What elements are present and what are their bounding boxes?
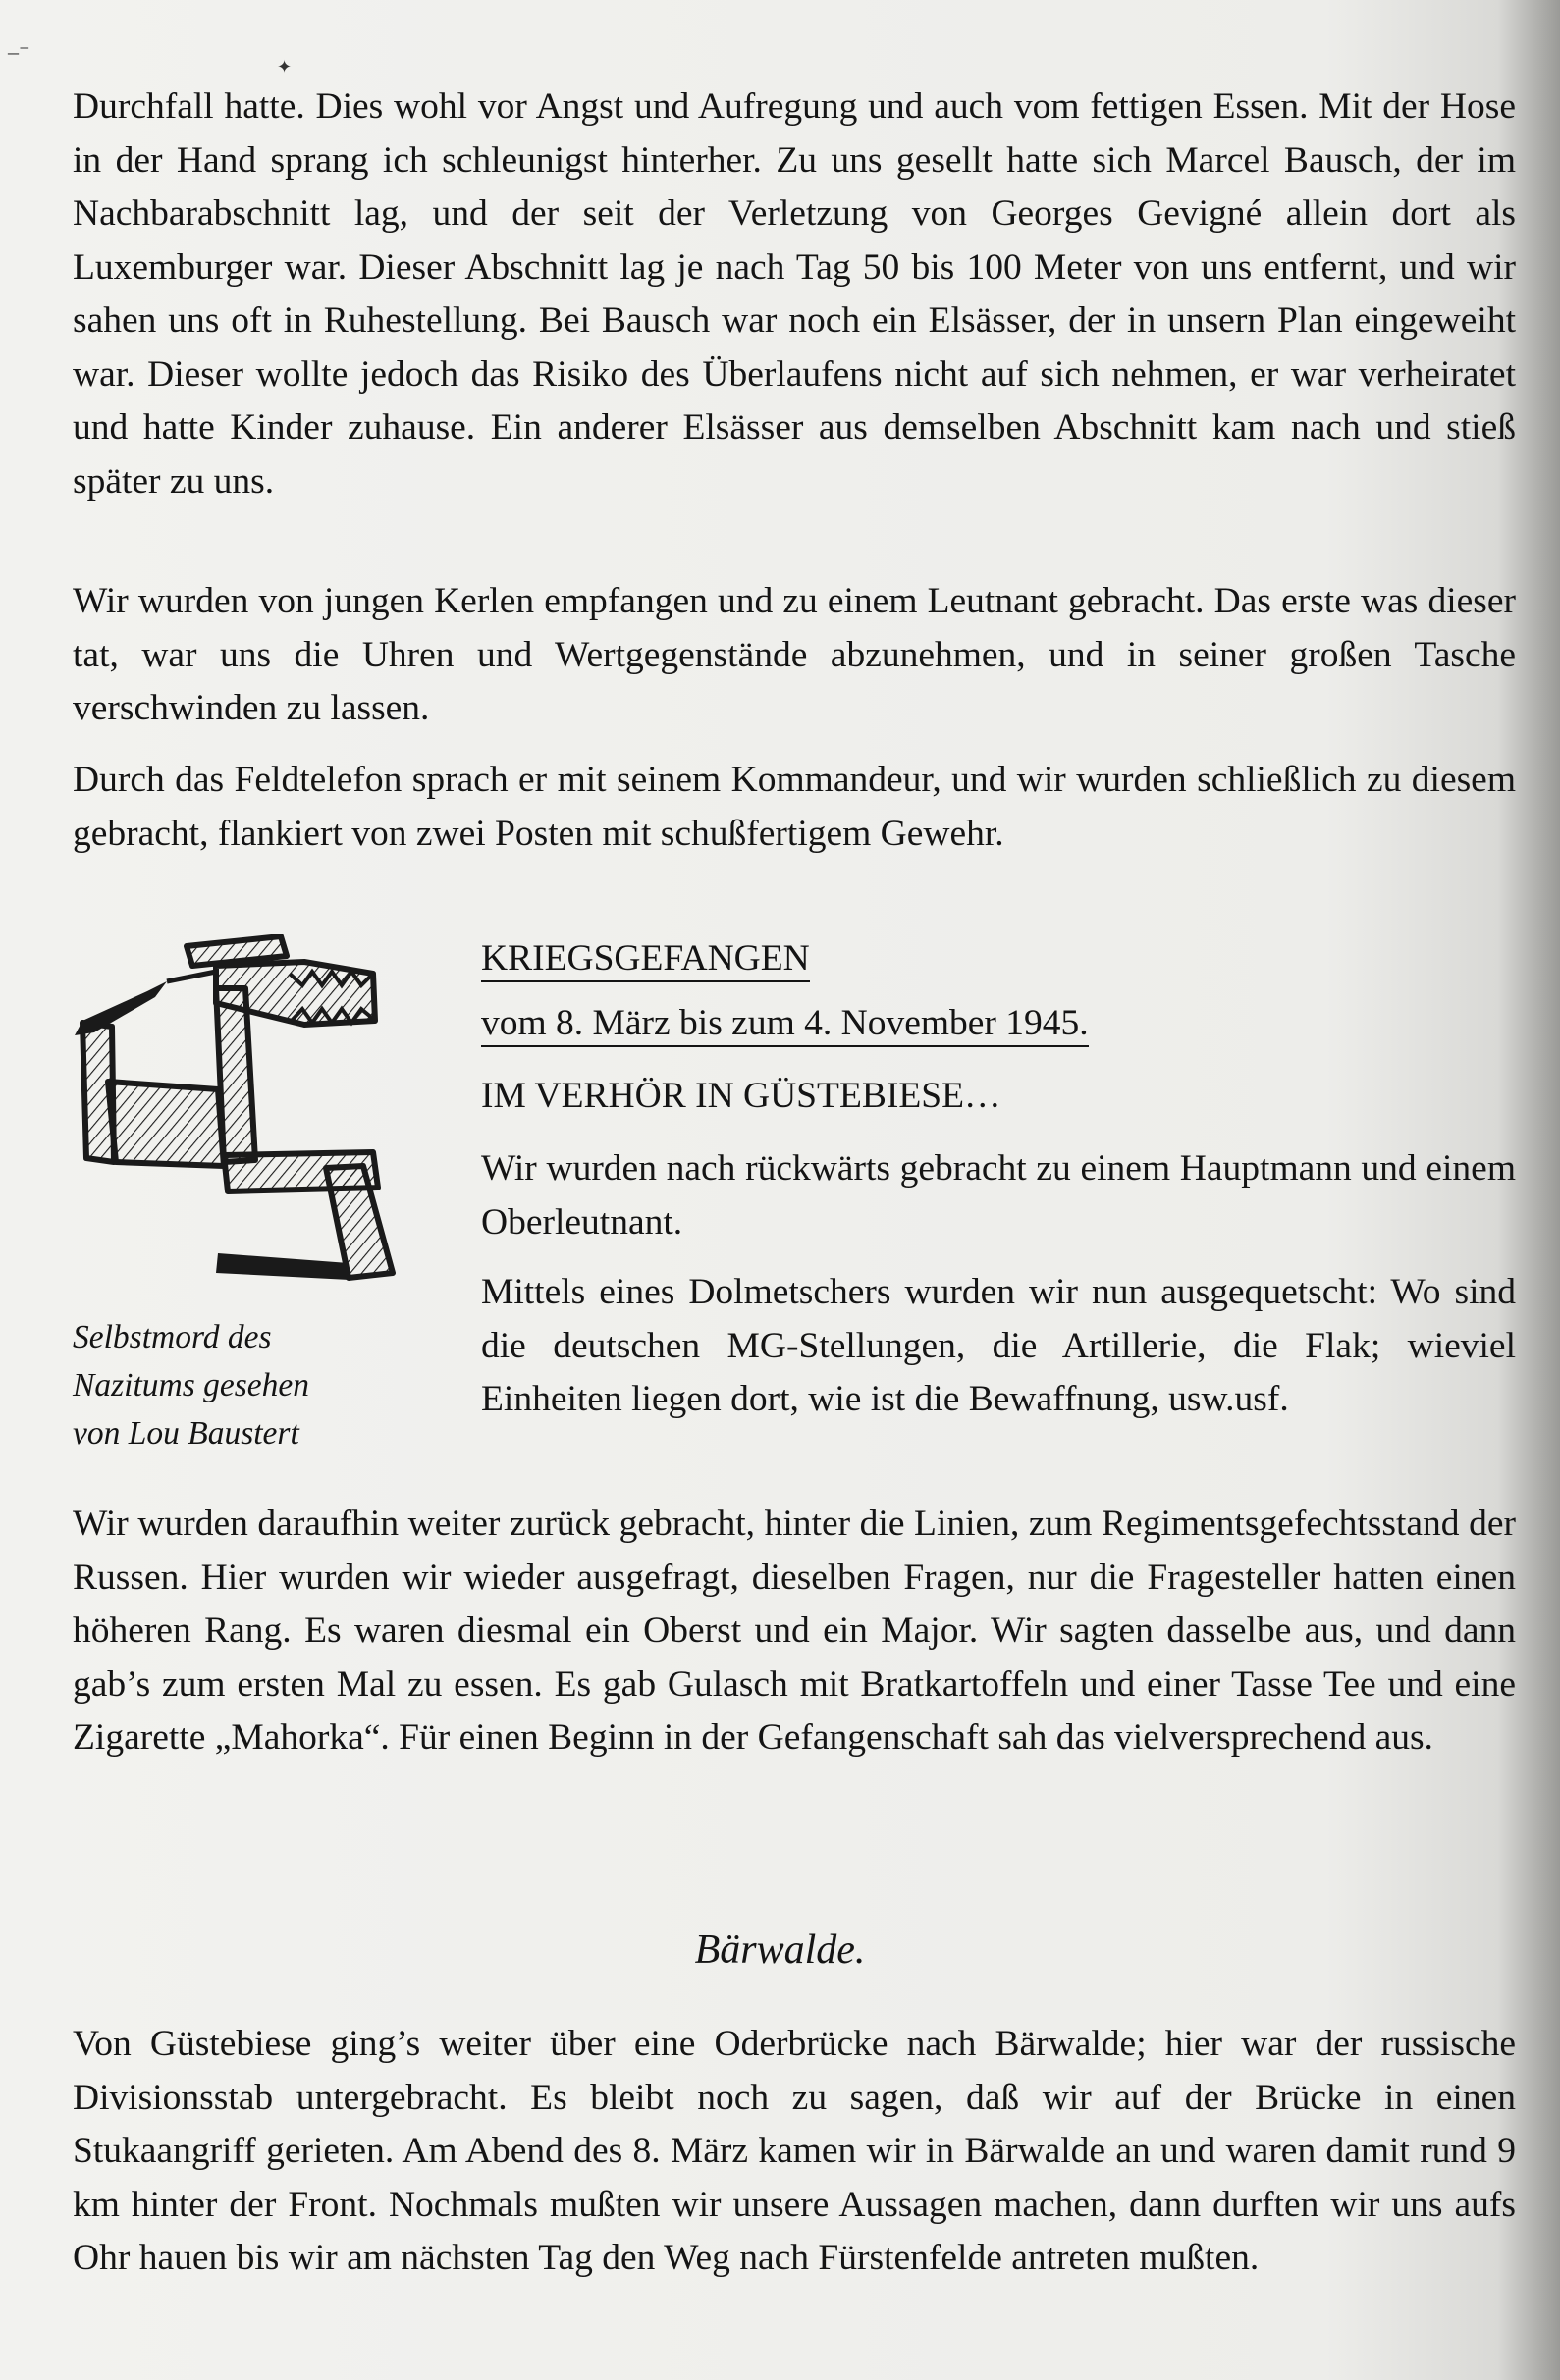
section-title: Bärwalde.: [694, 1928, 866, 1973]
paragraph: [73, 80, 1516, 508]
caption-line: Selbstmord des: [73, 1319, 272, 1355]
scan-mark: –⁻: [8, 39, 30, 64]
scan-mark: ✦: [277, 57, 293, 77]
paragraph-text: Wir wurden nach rückwärts gebracht zu einem Hauptmann und einem Oberleutnant.: [481, 1148, 1516, 1243]
paragraph: [73, 2018, 1516, 2286]
chapter-dates: [481, 997, 1516, 1051]
figure-caption: [73, 1313, 387, 1457]
paragraph: [481, 1142, 1516, 1249]
paragraph-text: Durch das Feldtelefon sprach er mit seinem Kommandeur, und wir wurden schließlich zu diesem gebracht, flankiert von zwei Posten mit schußfertigem Gewehr.: [73, 760, 1516, 854]
swastika-suicide-cartoon-icon: [69, 934, 403, 1297]
paragraph-text: Wir wurden daraufhin weiter zurück gebracht, hinter die Linien, zum Regimentsgefechtsstand der Russen. Hier wurden wir wieder ausgefragt, dieselben Fragen, nur die Fragesteller hatten einen höheren Rang. Es waren diesmal ein Oberst und ein Major. Wir sagten dasselbe aus, und dann gab’s zum ersten Mal zu essen. Es gab Gulasch mit Bratkartoffeln und einer Tasse Tee und eine Zigarette „Mahorka“. Für einen Beginn in der Gefangenschaft sah das vielversprechend aus.: [73, 1504, 1516, 1758]
chapter-heading-text: KRIEGSGEFANGEN: [481, 938, 810, 982]
caption-line: von Lou Baustert: [73, 1415, 299, 1452]
section-heading-text: IM VERHÖR IN GÜSTEBIESE…: [481, 1076, 1001, 1116]
paragraph-text: Durchfall hatte. Dies wohl vor Angst und Aufregung und auch vom fettigen Essen. Mit der Hose in der Hand sprang ich schleunigst hinterher. Zu uns gesellt hatte sich Marcel Bausch, der im Nachbarabschnitt lag, und der seit der Verletzung von Georges Gevigné allein dort als Luxemburger war. Dieser Abschnitt lag je nach Tag 50 bis 100 Meter von uns entfernt, und wir sahen uns oft in Ruhestellung. Bei Bausch war noch ein Elsässer, der in unsern Plan eingeweiht war. Dieser wollte jedoch das Risiko des Überlaufens nicht auf sich nehmen, er war verheiratet und hatte Kinder zuhause. Ein anderer Elsässer aus demselben Abschnitt kam nach und stieß später zu uns.: [73, 86, 1516, 502]
chapter-dates-text: vom 8. März bis zum 4. November 1945.: [481, 1003, 1089, 1047]
paragraph: [73, 575, 1516, 736]
paragraph-text: Von Güstebiese ging’s weiter über eine Oderbrücke nach Bärwalde; hier war der russische Divisionsstab untergebracht. Es bleibt noch zu sagen, daß wir auf der Brücke in einen Stukaangriff gerieten. Am Abend des 8. März kamen wir in Bärwalde an und waren damit rund 9 km hinter der Front. Nochmals mußten wir unsere Aussagen machen, dann durften wir uns aufs Ohr hauen bis wir am nächsten Tag den Weg nach Fürstenfelde antreten mußten.: [73, 2024, 1516, 2278]
paragraph: [73, 754, 1516, 861]
paragraph-text: Mittels eines Dolmetschers wurden wir nun ausgequetscht: Wo sind die deutschen MG-Stellungen, die Artillerie, die Flak; wieviel Einheiten liegen dort, wie ist die Bewaffnung, usw.usf.: [481, 1272, 1516, 1419]
chapter-heading: [481, 932, 1516, 986]
caption-line: Nazitums gesehen: [73, 1367, 309, 1403]
paragraph: [73, 1498, 1516, 1766]
paragraph-text: Wir wurden von jungen Kerlen empfangen und zu einem Leutnant gebracht. Das erste was dieser tat, war uns die Uhren und Wertgegenstände abzunehmen, und in seiner großen Tasche verschwinden zu lassen.: [73, 581, 1516, 728]
section-heading: [481, 1070, 1516, 1124]
paragraph: [481, 1266, 1516, 1427]
